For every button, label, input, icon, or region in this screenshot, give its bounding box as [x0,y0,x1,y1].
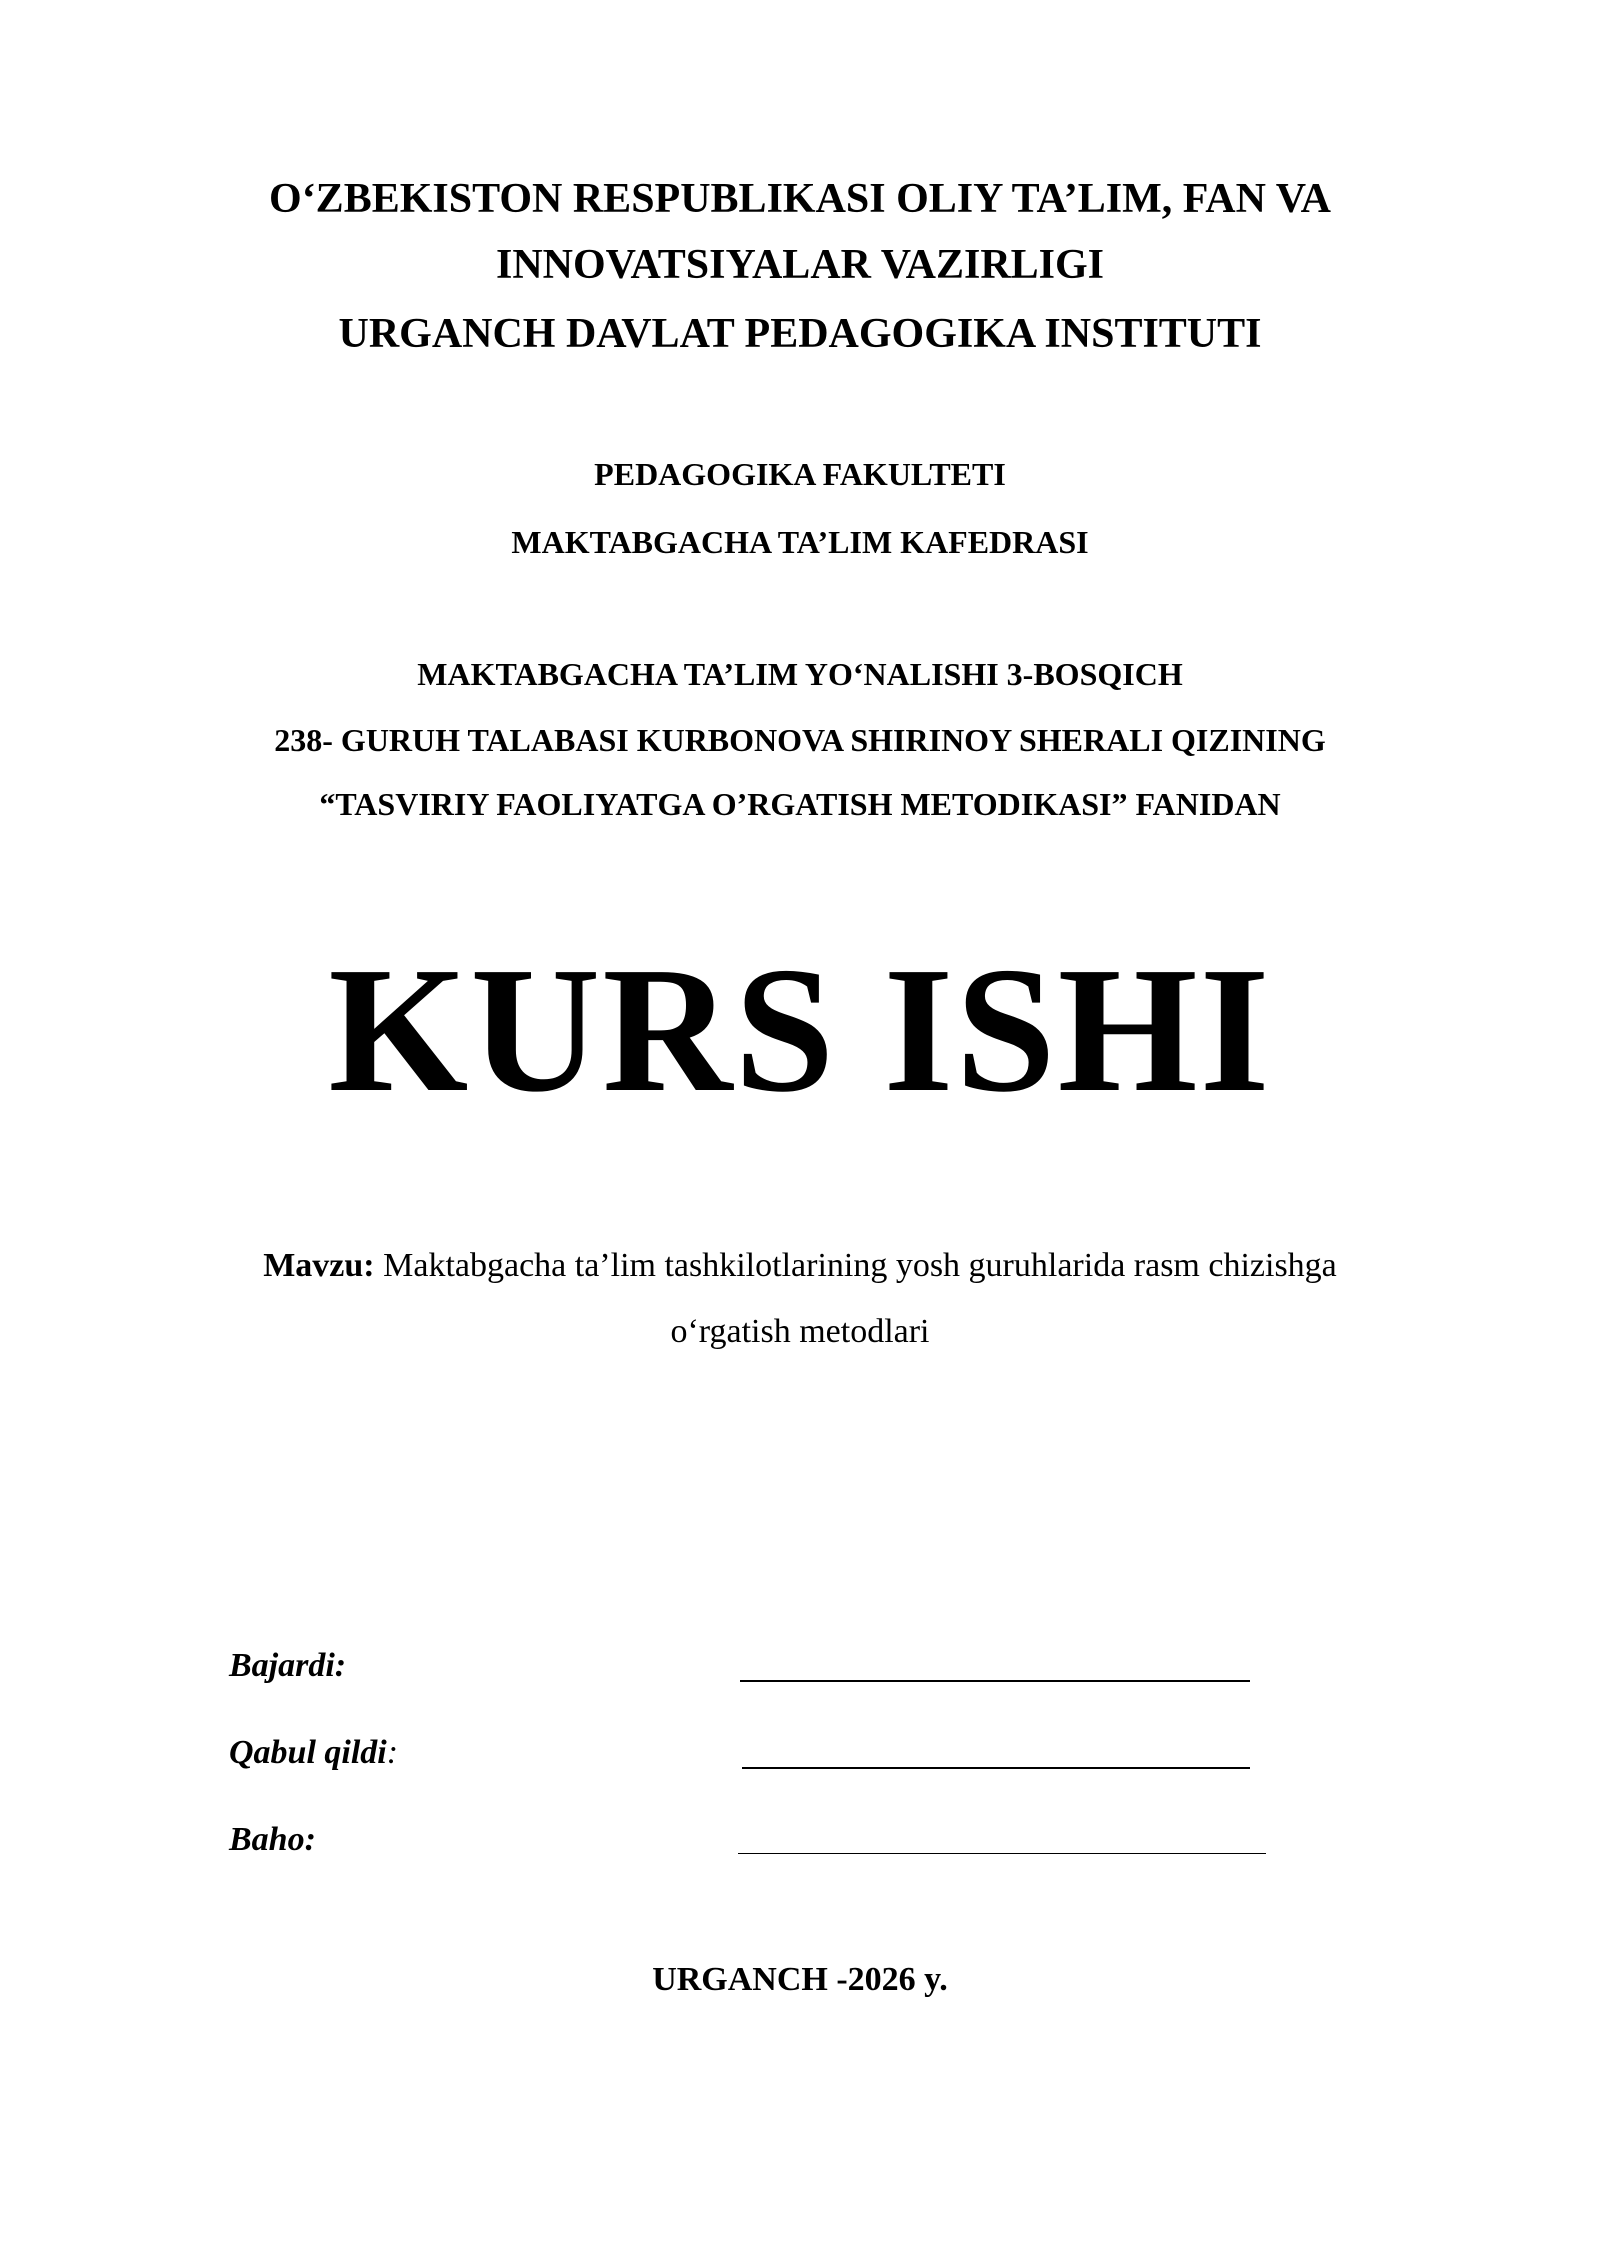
bajardi-label: Bajardi: [229,1647,347,1684]
bajardi-signature-line [740,1680,1250,1682]
department-name: MAKTABGACHA TA’LIM KAFEDRASI [511,524,1089,560]
ministry-heading [0,166,1600,298]
qabul-qildi-colon: : [386,1734,399,1771]
document-type-title: KURS ISHI [328,930,1272,1129]
footer-city-year: URGANCH -2026 y. [652,1961,948,1998]
baho-signature-line [738,1853,1266,1854]
ministry-line-2: INNOVATSIYALAR VAZIRLIGI [495,242,1105,288]
subject-line: “TASVIRIY FAOLIYATGA O’RGATISH METODIKASI” FANIDAN [319,786,1281,822]
qabul-qildi-text: Qabul qildi [229,1734,387,1771]
group-student-line: 238- GURUH TALABASI KURBONOVA SHIRINOY SHERALI QIZINING [274,722,1326,758]
institute-name: URGANCH DAVLAT PEDAGOGIKA INSTITUTI [338,311,1262,357]
baho-label: Baho: [229,1821,316,1858]
faculty-name: PEDAGOGIKA FAKULTETI [594,456,1006,492]
topic-text-line-2: o‘rgatish metodlari [670,1313,930,1350]
qabul-qildi-signature-line [742,1767,1250,1769]
ministry-line-1: O‘ZBEKISTON RESPUBLIKASI OLIY TA’LIM, FAN VA [269,176,1331,222]
qabul-qildi-label [229,1727,398,1779]
topic-line-1 [0,1240,1600,1292]
direction-line: MAKTABGACHA TA’LIM YO‘NALISHI 3-BOSQICH [417,656,1183,692]
topic-text-line-1: Maktabgacha ta’lim tashkilotlarining yosh guruhlarida rasm chizishga [374,1247,1337,1284]
topic-label: Mavzu: [263,1247,375,1284]
